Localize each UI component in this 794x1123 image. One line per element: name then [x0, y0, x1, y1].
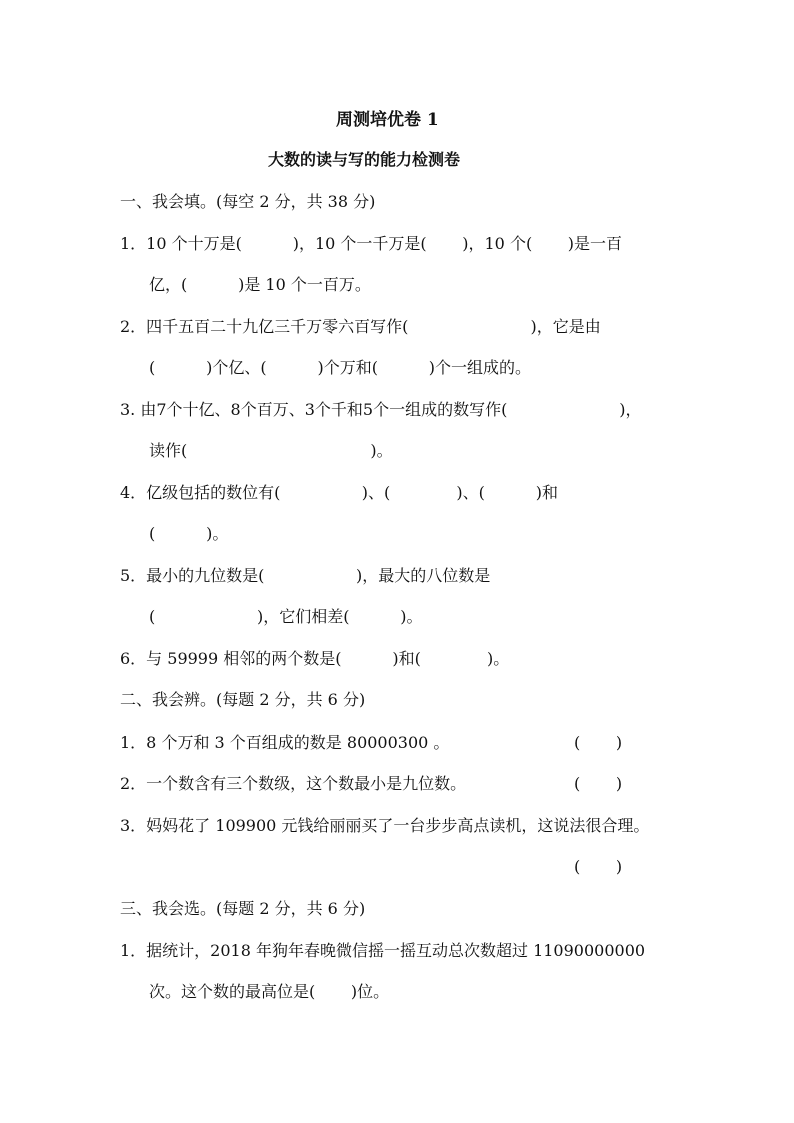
- q1-3-line-1: 3. 由7个十亿、8个百万、3个千和5个一组成的数写作( )，: [120, 400, 642, 419]
- q2-3-answer-bracket: ( ): [574, 857, 623, 876]
- section-1-heading: 一、我会填。(每空 2 分，共 38 分): [120, 192, 376, 211]
- q1-1-line-2: 亿，( )是 10 个一百万。: [149, 275, 371, 294]
- section-3-heading: 三、我会选。(每题 2 分，共 6 分): [120, 899, 366, 918]
- q1-1-line-1: 1．10 个十万是( )，10 个一千万是( )，10 个( )是一百: [120, 234, 623, 253]
- q2-1-answer-bracket: ( ): [574, 733, 623, 752]
- q2-1-line: 1．8 个万和 3 个百组成的数是 80000300 。: [120, 733, 450, 752]
- q1-5-line-1: 5．最小的九位数是( )，最大的八位数是: [120, 566, 491, 585]
- q1-2-line-2: ( )个亿、( )个万和( )个一组成的。: [149, 358, 532, 377]
- q2-2-line: 2．一个数含有三个数级，这个数最小是九位数。: [120, 774, 467, 793]
- page-title: 周测培优卷 1: [336, 110, 439, 130]
- q1-5-line-2: ( )，它们相差( )。: [149, 607, 423, 626]
- q2-3-line: 3．妈妈花了 109900 元钱给丽丽买了一台步步高点读机，这说法很合理。: [120, 816, 650, 835]
- q1-6-line: 6．与 59999 相邻的两个数是( )和( )。: [120, 649, 510, 668]
- page-subtitle: 大数的读与写的能力检测卷: [268, 150, 461, 169]
- q3-1-line-1: 1．据统计，2018 年狗年春晚微信摇一摇互动总次数超过 11090000000: [120, 941, 646, 960]
- q1-4-line-2: ( )。: [149, 524, 229, 543]
- q3-1-line-2: 次。这个数的最高位是( )位。: [149, 982, 390, 1001]
- q2-2-answer-bracket: ( ): [574, 774, 623, 793]
- q1-2-line-1: 2．四千五百二十九亿三千万零六百写作( )，它是由: [120, 317, 601, 336]
- q1-3-line-2: 读作( )。: [149, 441, 393, 460]
- q1-4-line-1: 4．亿级包括的数位有( )、( )、( )和: [120, 483, 558, 502]
- section-2-heading: 二、我会辨。(每题 2 分，共 6 分): [120, 690, 366, 709]
